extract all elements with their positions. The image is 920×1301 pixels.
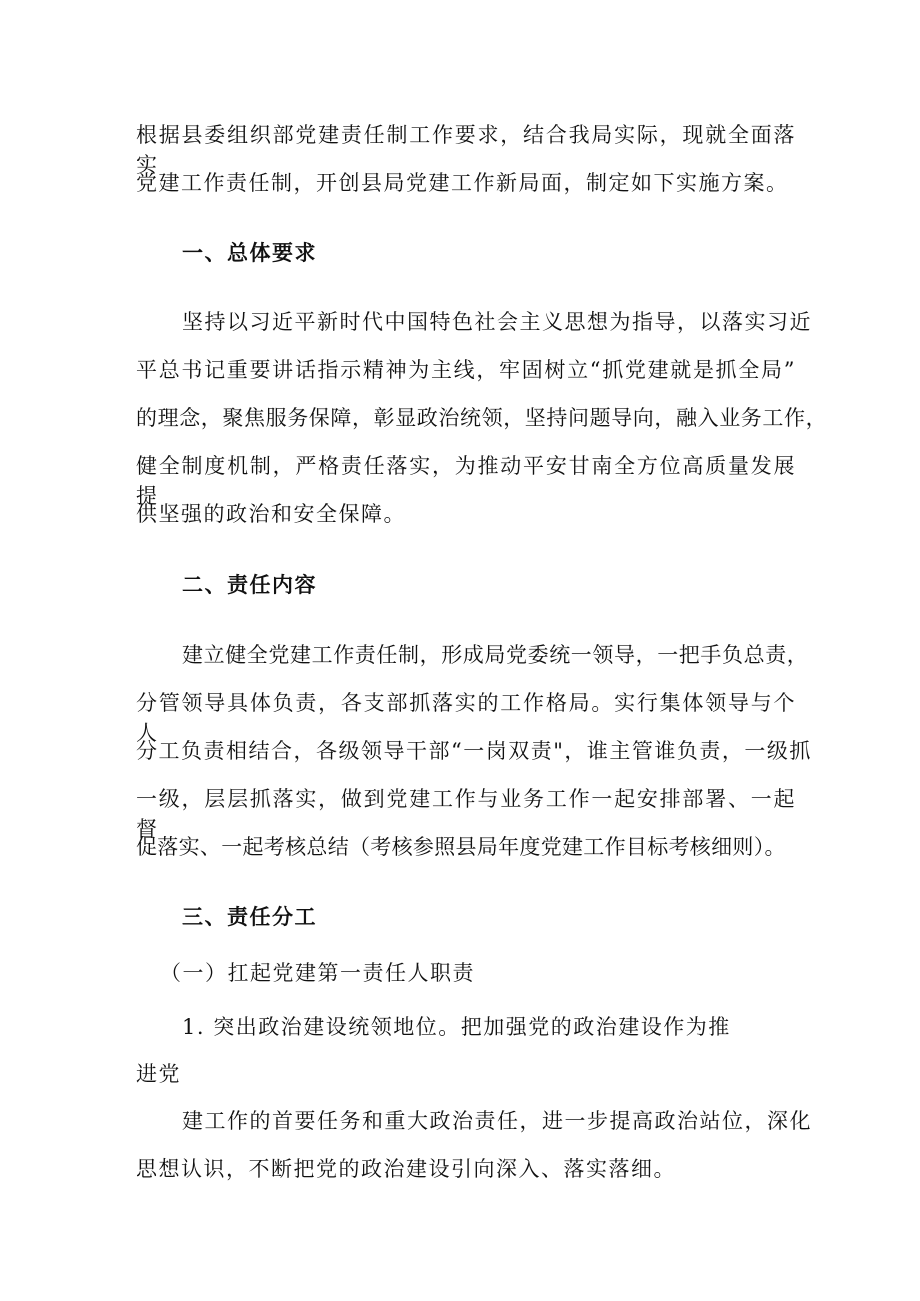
section-2-line-5: 促落实、一起考核总结（考核参照县局年度党建工作目标考核细则）。 xyxy=(136,835,786,859)
section-1-line-2: 平总书记重要讲话指示精神为主线，牢固树立“抓党建就是抓全局” xyxy=(136,358,796,382)
intro-line-2: 党建工作责任制，开创县局党建工作新局面，制定如下实施方案。 xyxy=(136,171,789,195)
section-2-heading: 二、责任内容 xyxy=(182,572,317,597)
section-1-line-5: 供坚强的政治和安全保障。 xyxy=(136,502,406,526)
section-2-line-3: 分工负责相结合，各级领导干部“一岗双责"，谁主管谁负责，一级抓 xyxy=(136,739,812,763)
section-3-heading: 三、责任分工 xyxy=(182,904,317,929)
section-3-item-1-line-4: 思想认识，不断把党的政治建设引向深入、落实落细。 xyxy=(136,1157,676,1181)
section-1-line-4: 健全制度机制，严格责任落实，为推动平安甘南全方位高质量发展提 xyxy=(136,454,796,508)
section-3-item-1-line-3: 建工作的首要任务和重大政治责任，进一步提高政治站位，深化 xyxy=(182,1109,812,1133)
section-1-line-3: 的理念，聚焦服务保障，彰显政治统领，坚持问题导向，融入业务工作， xyxy=(136,406,828,430)
section-3-subheading: （一）扛起党建第一责任人职责 xyxy=(160,961,475,985)
section-2-line-4: 一级，层层抓落实，做到党建工作与业务工作一起安排部署、一起督 xyxy=(136,787,796,841)
intro-line-1: 根据县委组织部党建责任制工作要求，结合我局实际，现就全面落实 xyxy=(136,123,796,177)
section-3-item-1-line-1: 1. 突出政治建设统领地位。把加强党的政治建设作为推 xyxy=(182,1015,731,1039)
section-2-line-1: 建立健全党建工作责任制，形成局党委统一领导，一把手负总责， xyxy=(182,643,809,667)
section-1-line-1: 坚持以习近平新时代中国特色社会主义思想为指导，以落实习近 xyxy=(182,310,812,334)
section-2-line-2: 分管领导具体负责，各支部抓落实的工作格局。实行集体领导与个人 xyxy=(136,691,796,745)
section-1-heading: 一、总体要求 xyxy=(182,240,317,265)
section-3-item-1-line-2: 进党 xyxy=(136,1062,181,1086)
